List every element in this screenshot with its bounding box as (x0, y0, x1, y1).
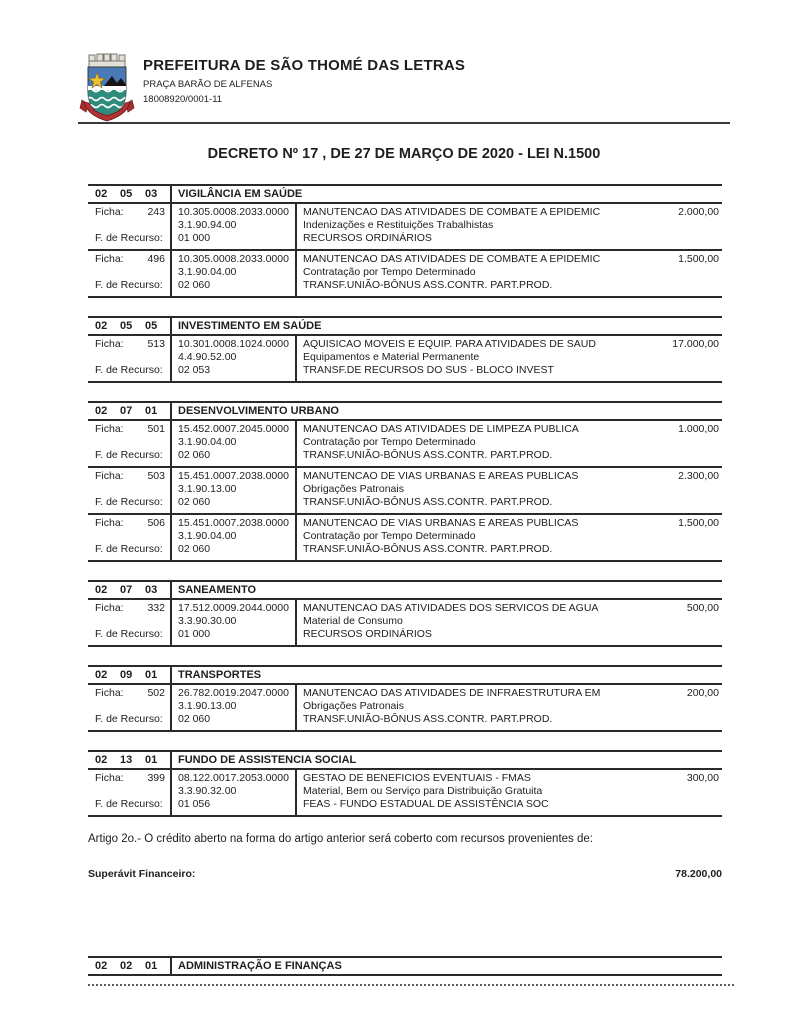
section-name: DESENVOLVIMENTO URBANO (170, 403, 722, 419)
program-code: 26.782.0019.2047.0000 (178, 687, 289, 699)
source-code: 01 000 (178, 232, 211, 244)
ficha-label: Ficha: (95, 423, 124, 435)
section-code (88, 403, 170, 419)
ficha-number: 503 (147, 470, 165, 482)
source-code: 02 060 (178, 496, 211, 508)
ficha-label: Ficha: (95, 470, 124, 482)
section-rows (88, 336, 722, 383)
row-codes-column (170, 468, 295, 513)
action-title: MANUTENCAO DE VIAS URBANAS E AREAS PUBLICAS (303, 470, 579, 482)
ficha-label: Ficha: (95, 338, 124, 350)
program-code: 15.452.0007.2045.0000 (178, 423, 289, 435)
program-code: 10.305.0008.2033.0000 (178, 253, 289, 265)
program-code: 08.122.0017.2053.0000 (178, 772, 289, 784)
expense-code: 3.1.90.13.00 (178, 483, 237, 495)
row-value: 300,00 (686, 772, 719, 784)
ficha-number: 506 (147, 517, 165, 529)
section-code-part: 02 (95, 960, 108, 972)
source-code: 01 000 (178, 628, 211, 640)
row-labels-column (88, 336, 170, 381)
letterhead-name: PREFEITURA DE SÃO THOMÉ DAS LETRAS (143, 57, 466, 74)
section-code (88, 958, 170, 974)
source-name: TRANSF.DE RECURSOS DO SUS - BLOCO INVEST (303, 364, 554, 376)
row-labels-column (88, 685, 170, 730)
row-value: 2.000,00 (678, 206, 719, 218)
expense-nature: Equipamentos e Material Permanente (303, 351, 480, 363)
expense-nature: Material, Bem ou Serviço para Distribuição Gratuita (303, 785, 543, 797)
section-code-part: 02 (95, 405, 108, 417)
ficha-number: 513 (147, 338, 165, 350)
source-code: 02 053 (178, 364, 211, 376)
article-2-text: Artigo 2o.- O crédito aberto na forma do artigo anterior será coberto com recursos provenientes de: (88, 833, 593, 845)
section-code-part: 01 (145, 754, 158, 766)
letterhead-address: PRAÇA BARÃO DE ALFENAS (143, 79, 273, 90)
section-code (88, 582, 170, 598)
section-code-part: 03 (145, 584, 158, 596)
source-name: FEAS - FUNDO ESTADUAL DE ASSISTÊNCIA SOC (303, 798, 549, 810)
section-name: INVESTIMENTO EM SAÚDE (170, 318, 722, 334)
row-description-column (295, 685, 722, 730)
row-codes-column (170, 204, 295, 249)
action-title: MANUTENCAO DAS ATIVIDADES DE COMBATE A EPIDEMIC (303, 253, 601, 265)
section-code (88, 186, 170, 202)
row-description-column (295, 204, 722, 249)
section-rows (88, 770, 722, 817)
budget-row (88, 515, 722, 562)
recurso-label: F. de Recurso: (95, 449, 163, 461)
ficha-number: 502 (147, 687, 165, 699)
section-code-part: 07 (120, 584, 133, 596)
expense-code: 3.3.90.32.00 (178, 785, 237, 797)
row-codes-column (170, 515, 295, 560)
source-code: 02 060 (178, 543, 211, 555)
budget-row (88, 600, 722, 647)
source-code: 02 060 (178, 279, 211, 291)
source-name: TRANSF.UNIÃO-BÔNUS ASS.CONTR. PART.PROD. (303, 449, 553, 461)
row-description-column (295, 600, 722, 645)
expense-code: 3.1.90.04.00 (178, 436, 237, 448)
action-title: AQUISICAO MOVEIS E EQUIP. PARA ATIVIDADES DE SAUD (303, 338, 596, 350)
ficha-label: Ficha: (95, 253, 124, 265)
row-codes-column (170, 770, 295, 815)
section-code-part: 09 (120, 669, 133, 681)
section-code-part: 05 (145, 320, 158, 332)
action-title: MANUTENCAO DAS ATIVIDADES DE LIMPEZA PUBLICA (303, 423, 579, 435)
program-code: 10.301.0008.1024.0000 (178, 338, 289, 350)
ficha-label: Ficha: (95, 206, 124, 218)
budget-row (88, 685, 722, 732)
row-codes-column (170, 336, 295, 381)
section-code-part: 01 (145, 405, 158, 417)
section-code (88, 318, 170, 334)
expense-code: 3.1.90.13.00 (178, 700, 237, 712)
letterhead-cnpj: 18008920/0001-11 (143, 94, 223, 105)
section-code-part: 13 (120, 754, 133, 766)
row-value: 2.300,00 (678, 470, 719, 482)
row-labels-column (88, 600, 170, 645)
section-code-part: 07 (120, 405, 133, 417)
section-rows (88, 421, 722, 562)
superavit-row (88, 868, 722, 880)
section-code (88, 667, 170, 683)
source-name: TRANSF.UNIÃO-BÔNUS ASS.CONTR. PART.PROD. (303, 543, 553, 555)
program-code: 15.451.0007.2038.0000 (178, 517, 289, 529)
section-code-part: 03 (145, 188, 158, 200)
row-description-column (295, 468, 722, 513)
section-code-part: 02 (95, 320, 108, 332)
budget-section (88, 580, 722, 647)
ficha-number: 501 (147, 423, 165, 435)
ficha-label: Ficha: (95, 772, 124, 784)
expense-code: 3.1.90.04.00 (178, 266, 237, 278)
expense-code: 3.1.90.04.00 (178, 530, 237, 542)
recurso-label: F. de Recurso: (95, 364, 163, 376)
ficha-label: Ficha: (95, 517, 124, 529)
expense-code: 4.4.90.52.00 (178, 351, 237, 363)
program-code: 15.451.0007.2038.0000 (178, 470, 289, 482)
budget-section (88, 750, 722, 817)
budget-section (88, 665, 722, 732)
budget-row (88, 770, 722, 817)
section-rows (88, 685, 722, 732)
action-title: MANUTENCAO DAS ATIVIDADES DE COMBATE A EPIDEMIC (303, 206, 601, 218)
row-description-column (295, 421, 722, 466)
budget-row (88, 336, 722, 383)
expense-nature: Indenizações e Restituições Trabalhistas (303, 219, 494, 231)
source-name: RECURSOS ORDINÁRIOS (303, 628, 432, 640)
row-labels-column (88, 421, 170, 466)
expense-code: 3.3.90.30.00 (178, 615, 237, 627)
section-name: VIGILÂNCIA EM SAÚDE (170, 186, 722, 202)
source-code: 02 060 (178, 713, 211, 725)
recurso-label: F. de Recurso: (95, 279, 163, 291)
recurso-label: F. de Recurso: (95, 798, 163, 810)
row-value: 500,00 (686, 602, 719, 614)
budget-row (88, 251, 722, 298)
ficha-number: 399 (147, 772, 165, 784)
row-value: 200,00 (686, 687, 719, 699)
row-description-column (295, 515, 722, 560)
section-code-part: 05 (120, 188, 133, 200)
recurso-label: F. de Recurso: (95, 232, 163, 244)
section-name: SANEAMENTO (170, 582, 722, 598)
section-header (88, 665, 722, 685)
row-labels-column (88, 468, 170, 513)
section-header (88, 184, 722, 204)
row-description-column (295, 251, 722, 296)
dotted-divider (88, 984, 734, 986)
section-header (88, 401, 722, 421)
superavit-value: 78.200,00 (675, 868, 722, 880)
row-codes-column (170, 251, 295, 296)
row-value: 17.000,00 (672, 338, 719, 350)
section-code-part: 05 (120, 320, 133, 332)
action-title: MANUTENCAO DAS ATIVIDADES DE INFRAESTRUTURA EM (303, 687, 601, 699)
section-header (88, 316, 722, 336)
decree-sections (88, 184, 722, 835)
section-name: FUNDO DE ASSISTENCIA SOCIAL (170, 752, 722, 768)
program-code: 17.512.0009.2044.0000 (178, 602, 289, 614)
row-labels-column (88, 515, 170, 560)
budget-row (88, 468, 722, 515)
source-name: TRANSF.UNIÃO-BÔNUS ASS.CONTR. PART.PROD. (303, 713, 553, 725)
row-labels-column (88, 204, 170, 249)
source-code: 01 056 (178, 798, 211, 810)
section-header (88, 750, 722, 770)
row-codes-column (170, 600, 295, 645)
row-codes-column (170, 421, 295, 466)
section-name: TRANSPORTES (170, 667, 722, 683)
row-value: 1.500,00 (678, 517, 719, 529)
section-code (88, 752, 170, 768)
ficha-number: 496 (147, 253, 165, 265)
budget-section (88, 316, 722, 383)
budget-row (88, 204, 722, 251)
source-code: 02 060 (178, 449, 211, 461)
letterhead (78, 52, 465, 124)
section-header (88, 956, 722, 976)
budget-section (88, 184, 722, 298)
section-name: ADMINISTRAÇÃO E FINANÇAS (170, 958, 722, 974)
expense-nature: Contratação por Tempo Determinado (303, 530, 476, 542)
source-name: RECURSOS ORDINÁRIOS (303, 232, 432, 244)
action-title: MANUTENCAO DAS ATIVIDADES DOS SERVICOS DE AGUA (303, 602, 599, 614)
expense-nature: Contratação por Tempo Determinado (303, 266, 476, 278)
action-title: GESTAO DE BENEFICIOS EVENTUAIS - FMAS (303, 772, 531, 784)
row-description-column (295, 770, 722, 815)
footer-section (88, 956, 722, 976)
expense-nature: Material de Consumo (303, 615, 403, 627)
section-rows (88, 600, 722, 647)
recurso-label: F. de Recurso: (95, 628, 163, 640)
row-codes-column (170, 685, 295, 730)
section-code-part: 02 (95, 754, 108, 766)
section-header (88, 580, 722, 600)
recurso-label: F. de Recurso: (95, 713, 163, 725)
ficha-number: 243 (147, 206, 165, 218)
ficha-label: Ficha: (95, 687, 124, 699)
section-rows (88, 204, 722, 298)
ficha-number: 332 (147, 602, 165, 614)
recurso-label: F. de Recurso: (95, 543, 163, 555)
source-name: TRANSF.UNIÃO-BÔNUS ASS.CONTR. PART.PROD. (303, 279, 553, 291)
row-value: 1.500,00 (678, 253, 719, 265)
section-code-part: 01 (145, 669, 158, 681)
section-code-part: 02 (95, 188, 108, 200)
section-code-part: 02 (95, 669, 108, 681)
coat-of-arms-icon (78, 52, 136, 124)
row-labels-column (88, 770, 170, 815)
expense-nature: Obrigações Patronais (303, 483, 404, 495)
budget-row (88, 421, 722, 468)
row-labels-column (88, 251, 170, 296)
superavit-label: Superávit Financeiro: (88, 868, 196, 880)
ficha-label: Ficha: (95, 602, 124, 614)
expense-code: 3.1.90.94.00 (178, 219, 237, 231)
source-name: TRANSF.UNIÃO-BÔNUS ASS.CONTR. PART.PROD. (303, 496, 553, 508)
recurso-label: F. de Recurso: (95, 496, 163, 508)
budget-section (88, 401, 722, 562)
program-code: 10.305.0008.2033.0000 (178, 206, 289, 218)
expense-nature: Contratação por Tempo Determinado (303, 436, 476, 448)
row-value: 1.000,00 (678, 423, 719, 435)
section-code-part: 02 (120, 960, 133, 972)
action-title: MANUTENCAO DE VIAS URBANAS E AREAS PUBLICAS (303, 517, 579, 529)
section-code-part: 01 (145, 960, 158, 972)
section-code-part: 02 (95, 584, 108, 596)
decree-title: DECRETO Nº 17 , DE 27 DE MARÇO DE 2020 - LEI N.1500 (207, 146, 601, 162)
row-description-column (295, 336, 722, 381)
letterhead-divider (78, 122, 730, 124)
expense-nature: Obrigações Patronais (303, 700, 404, 712)
